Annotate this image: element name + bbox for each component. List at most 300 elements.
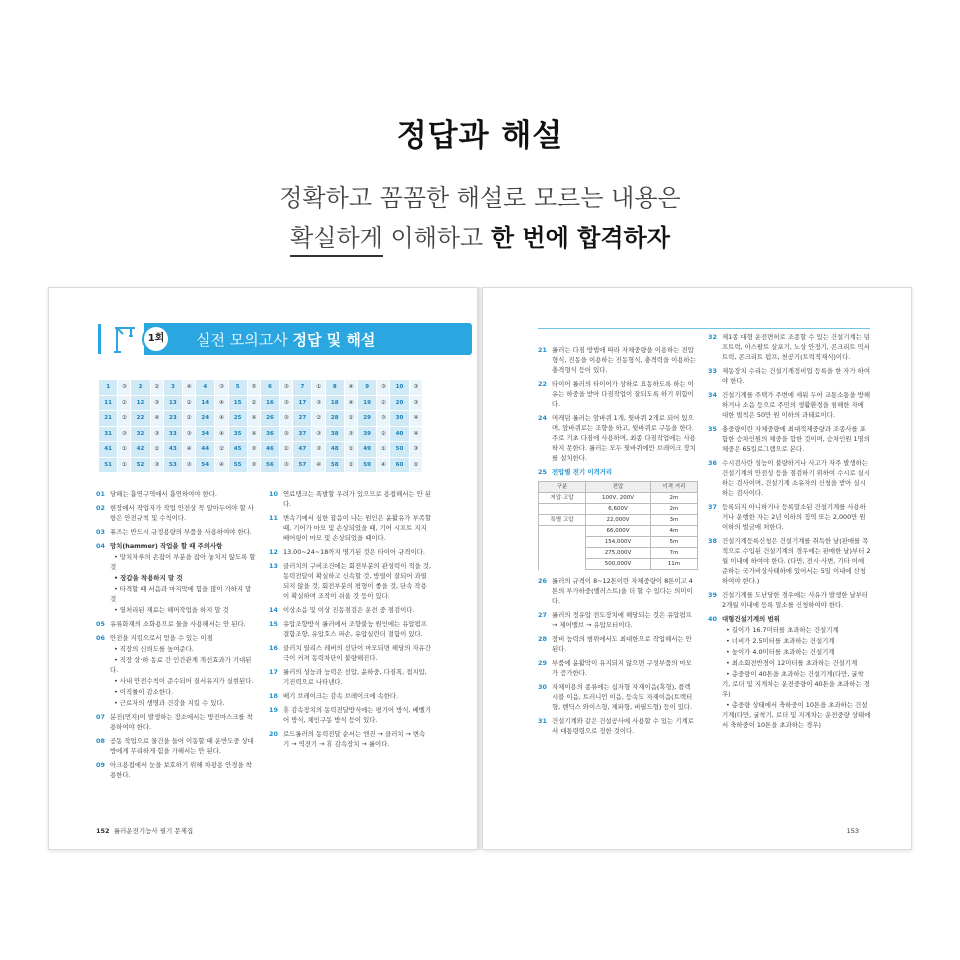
question-number: 4 bbox=[196, 380, 215, 396]
item-text: 제동장치 수리는 건설기계정비업 등록을 한 자가 하여야 한다. bbox=[722, 367, 871, 385]
answer-grid-row bbox=[99, 426, 423, 442]
table-row bbox=[539, 559, 698, 570]
answer-choice: ④ bbox=[215, 426, 228, 442]
answer-choice: ② bbox=[215, 442, 228, 458]
left-page bbox=[48, 287, 478, 850]
answer-explanation-item bbox=[708, 669, 871, 699]
question-number: 6 bbox=[260, 380, 279, 396]
table-cell: 5m bbox=[650, 537, 697, 548]
question-number: 53 bbox=[163, 457, 182, 473]
item-number: 18 bbox=[269, 692, 278, 700]
question-number: 60 bbox=[390, 457, 409, 473]
answer-explanation-item bbox=[269, 605, 431, 615]
table-cell: 7m bbox=[650, 548, 697, 559]
item-text: • 타격할 때 서음과 마지막에 힘을 많이 가하지 말 것 bbox=[110, 585, 252, 603]
answer-choice: ③ bbox=[312, 426, 325, 442]
item-text: • 사내 안전수칙이 준수되어 질서유지가 실현된다. bbox=[114, 677, 254, 685]
table-cell: 저압·고압 bbox=[539, 493, 586, 504]
question-number: 20 bbox=[390, 395, 409, 411]
answer-choice: ④ bbox=[215, 457, 228, 473]
section-banner bbox=[144, 323, 472, 355]
answer-grid bbox=[98, 379, 423, 473]
answer-choice: ② bbox=[377, 426, 390, 442]
answer-explanation-item bbox=[96, 527, 256, 537]
item-text: 변속기에서 심한 잡음이 나는 원인은 윤활유가 부족할 때, 기어가 마모 및 손상되었을 때, 기어 시프트 지지 베어링이 마모 및 손상되었을 때이다. bbox=[283, 514, 432, 542]
question-number: 48 bbox=[325, 442, 344, 458]
question-number: 17 bbox=[293, 395, 312, 411]
item-text: • 총중량 상태에서 축하중이 10톤을 초과하는 건설기계(다만, 굴착기, 로더 및 지게차는 운전중량 상태에서 축하중이 10톤을 초과하는 경우) bbox=[722, 701, 871, 729]
item-text: 롤러의 정유압 전도장치에 해당되는 것은 유압펌프 → 제어밸브 → 유압모터이다. bbox=[552, 611, 692, 629]
question-number: 21 bbox=[99, 411, 118, 427]
item-number: 08 bbox=[96, 737, 105, 745]
banner-title-light: 실전 모의고사 bbox=[196, 331, 293, 349]
answer-choice: ② bbox=[118, 395, 131, 411]
running-title: 롤러운전기능사 필기 문제집 bbox=[113, 827, 194, 835]
table-cell: 154,000V bbox=[586, 537, 651, 548]
page-footer bbox=[96, 826, 193, 835]
answer-choice: ④ bbox=[182, 442, 195, 458]
answer-choice: ② bbox=[344, 457, 357, 473]
item-number: 31 bbox=[538, 717, 547, 725]
question-number: 8 bbox=[325, 380, 344, 396]
table-cell: 3m bbox=[650, 515, 697, 526]
answer-explanation-item bbox=[96, 760, 256, 780]
item-number: 16 bbox=[269, 644, 278, 652]
question-number: 44 bbox=[196, 442, 215, 458]
answer-explanation-item bbox=[708, 458, 871, 498]
item-text: • 너비가 2.5미터를 초과하는 건설기계 bbox=[726, 637, 835, 645]
answer-explanation-item bbox=[269, 691, 431, 701]
answer-explanation-item bbox=[269, 561, 431, 601]
left-column-2 bbox=[269, 489, 431, 753]
hero-subtitle-line2 bbox=[0, 218, 960, 253]
question-number: 1 bbox=[99, 380, 118, 396]
item-text: • 이직률이 감소한다. bbox=[114, 688, 174, 696]
item-number: 17 bbox=[269, 668, 278, 676]
banner-accent-bar bbox=[98, 324, 101, 354]
item-number: 01 bbox=[96, 490, 105, 498]
answer-choice: ③ bbox=[150, 395, 163, 411]
item-text: • 직장 상·하 동료 간 인간관계 개선효과가 기대된다. bbox=[110, 656, 252, 674]
item-text: • 열처리된 재료는 해머작업을 하지 말 것 bbox=[114, 606, 229, 614]
banner-title-bold: 정답 및 해설 bbox=[292, 331, 376, 349]
item-number: 33 bbox=[708, 367, 717, 375]
answer-explanation-item bbox=[538, 610, 696, 630]
answer-explanation-item bbox=[96, 605, 256, 615]
item-text: 클러치의 구비조건에는 회전부분의 관성력이 적을 것, 동력전달이 확실하고 신속할 것, 방열이 잘되어 과열되지 않을 것, 회전부분의 평형이 좋을 것, 단속 작용이 확실하며 조작이 쉬울 것 등이 있다. bbox=[283, 562, 432, 600]
item-text: 등록되지 아니하거나 등록말소된 건설기계를 사용하거나 운행한 자는 2년 이하의 징역 또는 2,000만 원 이하의 벌금에 처한다. bbox=[722, 503, 866, 531]
question-number: 24 bbox=[196, 411, 215, 427]
hero-underlined-text: 확실하게 bbox=[290, 224, 383, 257]
answer-explanation-item bbox=[708, 658, 871, 668]
answer-explanation-item bbox=[269, 705, 431, 725]
table-row bbox=[539, 548, 698, 559]
question-number: 11 bbox=[99, 395, 118, 411]
answer-choice: ② bbox=[377, 395, 390, 411]
answer-choice: ② bbox=[182, 411, 195, 427]
round-badge: 1회 bbox=[142, 325, 170, 353]
question-number: 59 bbox=[358, 457, 377, 473]
answer-explanation-item bbox=[96, 644, 256, 654]
item-text: 클러치 릴리스 레버의 선단이 마모되면 해당의 자유간극이 커져 동력차단이 불량해진다. bbox=[283, 644, 432, 662]
answer-choice: ② bbox=[312, 411, 325, 427]
question-number: 38 bbox=[325, 426, 344, 442]
item-text: 퓨즈는 반드시 규정용량의 부품을 사용하여야 한다. bbox=[110, 528, 252, 536]
crane-icon bbox=[113, 324, 137, 354]
answer-choice: ③ bbox=[182, 426, 195, 442]
item-number: 02 bbox=[96, 504, 105, 512]
answer-explanation-item bbox=[269, 643, 431, 663]
answer-explanation-item bbox=[708, 390, 871, 420]
answer-choice: ① bbox=[118, 457, 131, 473]
answer-choice: ④ bbox=[377, 457, 390, 473]
answer-choice: ④ bbox=[215, 395, 228, 411]
item-text: • 망치자루의 손잡이 부분을 잡아 놓치지 않도록 할 것 bbox=[110, 553, 256, 571]
answer-choice: ③ bbox=[280, 411, 293, 427]
answer-explanation-item bbox=[538, 682, 696, 712]
answer-choice: ③ bbox=[118, 380, 131, 396]
answer-choice: ③ bbox=[280, 426, 293, 442]
question-number: 15 bbox=[228, 395, 247, 411]
answer-choice: ③ bbox=[409, 442, 422, 458]
item-text: 전압별 전기 이격거리 bbox=[552, 468, 613, 476]
answer-choice: ③ bbox=[280, 457, 293, 473]
answer-choice: ① bbox=[118, 442, 131, 458]
item-number: 19 bbox=[269, 706, 278, 714]
question-number: 49 bbox=[358, 442, 377, 458]
question-number: 7 bbox=[293, 380, 312, 396]
answer-explanation-item bbox=[96, 573, 256, 583]
item-text: • 높이가 4.0미터를 초과하는 건설기계 bbox=[726, 648, 835, 656]
answer-explanation-item bbox=[708, 590, 871, 610]
answer-explanation-item bbox=[269, 547, 431, 557]
item-text: • 길이가 16.7미터를 초과하는 건설기계 bbox=[726, 626, 839, 634]
question-number: 31 bbox=[99, 426, 118, 442]
table-row bbox=[539, 537, 698, 548]
item-text: 망치(hammer) 작업을 할 때 주의사항 bbox=[110, 542, 223, 550]
item-text: 충중량이란 자체중량에 최대적재중량과 조종사를 포함한 승차인원의 체중을 합한 것이며, 승차인원 1명의 체중은 65킬로그램으로 본다. bbox=[722, 425, 870, 453]
question-number: 18 bbox=[325, 395, 344, 411]
answer-choice: ① bbox=[312, 380, 325, 396]
item-text: 유류화재의 소화용으로 물을 사용해서는 안 된다. bbox=[110, 620, 246, 628]
item-number: 34 bbox=[708, 391, 717, 399]
answer-explanation-item bbox=[96, 633, 256, 643]
item-text: • 직장의 신뢰도를 높여준다. bbox=[114, 645, 194, 653]
hero-title: 정답과 해설 bbox=[396, 118, 564, 154]
hero-mid-text: 이해하고 bbox=[382, 224, 491, 252]
answer-choice: ④ bbox=[344, 395, 357, 411]
item-number: 35 bbox=[708, 425, 717, 433]
item-number: 21 bbox=[538, 346, 547, 354]
item-number: 15 bbox=[269, 620, 278, 628]
item-number: 06 bbox=[96, 634, 105, 642]
answer-choice: ③ bbox=[150, 457, 163, 473]
question-number: 45 bbox=[228, 442, 247, 458]
question-number: 29 bbox=[358, 411, 377, 427]
item-number: 39 bbox=[708, 591, 717, 599]
question-number: 2 bbox=[131, 380, 150, 396]
question-number: 23 bbox=[163, 411, 182, 427]
answer-explanation-item bbox=[708, 424, 871, 454]
item-text: 휴 감속장치의 동력전달방식에는 평기어 방식, 베벨기어 방식, 체인구동 방식 등이 있다. bbox=[283, 706, 432, 724]
item-number: 25 bbox=[538, 468, 547, 476]
item-text: 자체이용의 종류에는 십자형 자재이음(혹형), 플렉시블 이음, 트러니언 이음, 등속도 자재이음(트랙터형, 벤딕스 와이스형, 제파형, 버필드형) 등이 있다. bbox=[552, 683, 693, 711]
answer-explanation-item bbox=[538, 576, 696, 606]
answer-explanation-item bbox=[708, 636, 871, 646]
answer-choice: ③ bbox=[409, 380, 422, 396]
answer-explanation-item bbox=[538, 379, 696, 409]
table-cell: 특별 고압 bbox=[539, 515, 586, 526]
question-number: 36 bbox=[260, 426, 279, 442]
answer-explanation-item bbox=[708, 502, 871, 532]
answer-choice: ② bbox=[280, 442, 293, 458]
top-rule bbox=[538, 328, 870, 329]
table-cell bbox=[539, 548, 586, 559]
item-number: 12 bbox=[269, 548, 278, 556]
answer-explanation-item bbox=[708, 536, 871, 586]
right-page bbox=[482, 287, 912, 850]
answer-choice: ④ bbox=[409, 411, 422, 427]
question-number: 41 bbox=[99, 442, 118, 458]
question-number: 56 bbox=[260, 457, 279, 473]
left-column-1 bbox=[96, 489, 256, 784]
item-text: 제1종 대형 운전면허로 조종할 수 있는 건설기계는 덤프트럭, 아스팔트 살포기, 노상 안정기, 콘크리트 믹서트럭, 콘크리트 펌프, 천공기(트럭적재식)이다. bbox=[722, 333, 870, 361]
question-number: 54 bbox=[196, 457, 215, 473]
question-number: 27 bbox=[293, 411, 312, 427]
item-number: 20 bbox=[269, 730, 278, 738]
answer-explanation-item bbox=[96, 736, 256, 756]
item-text: 아크용접에서 눈을 보호하기 위해 차광용 안경을 착용한다. bbox=[110, 761, 252, 779]
table-cell: 4m bbox=[650, 526, 697, 537]
question-number: 16 bbox=[260, 395, 279, 411]
answer-choice: ② bbox=[118, 411, 131, 427]
answer-explanation-item bbox=[538, 413, 696, 463]
right-column-1 bbox=[538, 345, 696, 740]
answer-grid-row bbox=[99, 395, 423, 411]
item-number: 30 bbox=[538, 683, 547, 691]
answer-choice: ④ bbox=[312, 457, 325, 473]
hero-bold-text: 한 번에 합격하자 bbox=[490, 224, 670, 252]
table-cell: 2m bbox=[650, 493, 697, 504]
answer-choice: ④ bbox=[409, 426, 422, 442]
answer-choice: ① bbox=[409, 457, 422, 473]
answer-explanation-item bbox=[708, 625, 871, 635]
answer-explanation-item bbox=[96, 712, 256, 732]
item-text: 건설기계를 도난당한 경우에는 사유가 발생한 날부터 2개월 이내에 등록 말소를 신청하여야 한다. bbox=[722, 591, 868, 609]
answer-choice: ② bbox=[344, 411, 357, 427]
table-header-cell: 구분 bbox=[539, 482, 586, 493]
item-text: 13.00~24~18까지 명기된 것은 타이어 규격이다. bbox=[283, 548, 425, 556]
item-number: 22 bbox=[538, 380, 547, 388]
answer-choice: ② bbox=[247, 395, 260, 411]
answer-choice: ④ bbox=[182, 380, 195, 396]
answer-choice: ③ bbox=[377, 411, 390, 427]
answer-choice: ① bbox=[344, 442, 357, 458]
banner-title bbox=[196, 329, 375, 350]
table-cell: 275,000V bbox=[586, 548, 651, 559]
item-text: • 장갑을 착용하지 말 것 bbox=[114, 574, 183, 582]
answer-explanation-item bbox=[538, 467, 696, 477]
item-text: 수시검사란 성능이 불량하거나 사고가 자주 발생하는 건설기계의 안전성 등을 점검하기 위하여 수시로 실시하는 검사이며, 건설기계 소유자의 신청을 받아 실시하는 검사이다. bbox=[722, 459, 871, 497]
item-text: 롤러의 규격이 8~12톤이란 자체중량이 8톤이고 4톤의 부가하중(밸러스트)을 더 할 수 있다는 의미이다. bbox=[552, 577, 693, 605]
table-header-cell: 전압 bbox=[586, 482, 651, 493]
item-text: 현장에서 작업자가 작업 안전상 꼭 알아두어야 할 사항은 안전규칙 및 수칙이다. bbox=[110, 504, 254, 522]
item-number: 14 bbox=[269, 606, 278, 614]
table-cell: 2m bbox=[650, 504, 697, 515]
answer-choice: ③ bbox=[247, 457, 260, 473]
answer-choice: ⑤ bbox=[247, 380, 260, 396]
answer-explanation-item bbox=[96, 698, 256, 708]
item-text: 장비 능력의 범위에서도 최대한으로 작업해서는 안 된다. bbox=[552, 635, 692, 653]
answer-choice: ③ bbox=[118, 426, 131, 442]
item-number: 07 bbox=[96, 713, 105, 721]
answer-explanation-item bbox=[96, 619, 256, 629]
item-text: 로드롤러의 동력전달 순서는 엔진 → 클러치 → 변속기 → 역전기 → 휴 감속장치 → 롤이다. bbox=[283, 730, 426, 748]
item-text: • 최소회전반경이 12미터를 초과하는 건설기계 bbox=[726, 659, 858, 667]
question-number: 50 bbox=[390, 442, 409, 458]
item-number: 37 bbox=[708, 503, 717, 511]
question-number: 43 bbox=[163, 442, 182, 458]
table-cell: 66,000V bbox=[586, 526, 651, 537]
table-cell bbox=[539, 504, 586, 515]
question-number: 26 bbox=[260, 411, 279, 427]
answer-choice: ④ bbox=[344, 380, 357, 396]
table-row bbox=[539, 526, 698, 537]
answer-grid-row bbox=[99, 411, 423, 427]
answer-choice: ④ bbox=[150, 411, 163, 427]
answer-choice: ② bbox=[182, 395, 195, 411]
item-text: 롤러는 다짐 방법에 따라 자체중량을 이용하는 전압형식, 진동을 이용하는 진동형식, 충격력을 이용하는 충격형식 등이 있다. bbox=[552, 346, 696, 374]
answer-explanation-item bbox=[96, 503, 256, 523]
answer-choice: ③ bbox=[344, 426, 357, 442]
item-text: 건설기계등록신청은 건설기계를 취득한 날(판매를 목적으로 수입된 건설기계의 경우에는 판매한 날)부터 2월 이내에 하여야 한다. (다만, 전시·사변, 기타 이에 준하는 국가비상사태하에 있어서는 5일 이내에 신청하여야 한다.) bbox=[722, 537, 871, 585]
item-text: 분진(먼지)이 발생하는 장소에서는 방진마스크를 착용하여야 한다. bbox=[110, 713, 253, 731]
table-cell: 11m bbox=[650, 559, 697, 570]
answer-choice: ③ bbox=[312, 442, 325, 458]
table-row bbox=[539, 515, 698, 526]
answer-choice: ③ bbox=[409, 395, 422, 411]
question-number: 14 bbox=[196, 395, 215, 411]
answer-explanation-item bbox=[708, 366, 871, 386]
question-number: 37 bbox=[293, 426, 312, 442]
item-number: 26 bbox=[538, 577, 547, 585]
question-number: 32 bbox=[131, 426, 150, 442]
table-cell: 500,000V bbox=[586, 559, 651, 570]
answer-choice: ③ bbox=[215, 380, 228, 396]
item-text: 당해는 흡연구역에서 흡연하여야 한다. bbox=[110, 490, 217, 498]
item-text: • 총중량이 40톤을 초과하는 건설기계(다만, 굴착기, 로더 및 지게차는 운전중량이 40톤을 초과하는 경우) bbox=[722, 670, 870, 698]
answer-explanation-item bbox=[708, 700, 871, 730]
item-number: 32 bbox=[708, 333, 717, 341]
question-number: 57 bbox=[293, 457, 312, 473]
item-number: 13 bbox=[269, 562, 278, 570]
answer-explanation-item bbox=[538, 716, 696, 736]
answer-grid-row bbox=[99, 457, 423, 473]
question-number: 28 bbox=[325, 411, 344, 427]
item-number: 27 bbox=[538, 611, 547, 619]
question-number: 34 bbox=[196, 426, 215, 442]
answer-choice: ④ bbox=[215, 411, 228, 427]
item-text: 타이어 롤러의 타이어가 상하로 요동하도록 하는 이유는 하중을 받아 다짐작업이 잘되도록 하기 위함이다. bbox=[552, 380, 694, 408]
item-number: 10 bbox=[269, 490, 278, 498]
item-number: 03 bbox=[96, 528, 105, 536]
question-number: 25 bbox=[228, 411, 247, 427]
answer-explanation-item bbox=[269, 489, 431, 509]
answer-explanation-item bbox=[269, 513, 431, 543]
answer-choice: ④ bbox=[247, 411, 260, 427]
item-number: 24 bbox=[538, 414, 547, 422]
answer-explanation-item bbox=[269, 729, 431, 749]
answer-choice: ③ bbox=[280, 395, 293, 411]
answer-explanation-item bbox=[269, 667, 431, 687]
answer-explanation-item bbox=[96, 584, 256, 604]
clearance-table bbox=[538, 481, 698, 570]
question-number: 9 bbox=[358, 380, 377, 396]
question-number: 5 bbox=[228, 380, 247, 396]
table-cell bbox=[539, 537, 586, 548]
answer-choice: ① bbox=[150, 442, 163, 458]
question-number: 42 bbox=[131, 442, 150, 458]
item-text: 부품에 윤활막이 유지되지 않으면 구성부품의 마모가 증가한다. bbox=[552, 659, 692, 677]
question-number: 52 bbox=[131, 457, 150, 473]
answer-choice: ① bbox=[377, 442, 390, 458]
answer-choice: ③ bbox=[182, 457, 195, 473]
item-text: • 근로자의 생명과 건강을 지킬 수 있다. bbox=[114, 699, 225, 707]
item-number: 28 bbox=[538, 635, 547, 643]
table-header-cell: 이격 거리 bbox=[650, 482, 697, 493]
answer-choice: ③ bbox=[312, 395, 325, 411]
question-number: 12 bbox=[131, 395, 150, 411]
table-cell: 100V, 200V bbox=[586, 493, 651, 504]
item-text: 배기 브레이크는 감속 브레이크에 속한다. bbox=[283, 692, 399, 700]
table-cell bbox=[539, 526, 586, 537]
question-number: 55 bbox=[228, 457, 247, 473]
item-text: 대형건설기계의 범위 bbox=[722, 615, 780, 623]
item-number: 09 bbox=[96, 761, 105, 769]
answer-explanation-item bbox=[269, 619, 431, 639]
question-number: 35 bbox=[228, 426, 247, 442]
page-number-right: 153 bbox=[846, 827, 859, 835]
question-number: 3 bbox=[163, 380, 182, 396]
answer-choice: ③ bbox=[247, 442, 260, 458]
answer-explanation-item bbox=[538, 658, 696, 678]
question-number: 13 bbox=[163, 395, 182, 411]
right-column-2 bbox=[708, 332, 871, 734]
question-number: 10 bbox=[390, 380, 409, 396]
answer-choice: ③ bbox=[150, 426, 163, 442]
table-row bbox=[539, 493, 698, 504]
question-number: 58 bbox=[325, 457, 344, 473]
hero-subtitle-line1: 정확하고 꼼꼼한 해설로 모르는 내용은 bbox=[279, 184, 681, 212]
table-cell bbox=[539, 559, 586, 570]
answer-explanation-item bbox=[708, 614, 871, 624]
answer-explanation-item bbox=[96, 489, 256, 499]
item-text: 건설기계를 주택가 주변에 세워 두어 교통소통을 방해하거나 소음 등으로 주민의 생활환경을 침해한 자에 대한 벌칙은 50만 원 이하의 과태료이다. bbox=[722, 391, 871, 419]
answer-choice: ③ bbox=[280, 380, 293, 396]
answer-explanation-item bbox=[538, 634, 696, 654]
item-number: 04 bbox=[96, 542, 105, 550]
answer-explanation-item bbox=[708, 332, 871, 362]
answer-explanation-item bbox=[96, 676, 256, 686]
answer-choice: ② bbox=[150, 380, 163, 396]
item-text: 유압조향방식 롤러에서 조향불능 원인에는 유압펌프 결함조향, 유압호스 파손, 유압실린더 결함이 있다. bbox=[283, 620, 427, 638]
answer-grid-row bbox=[99, 380, 423, 396]
answer-explanation-item bbox=[96, 655, 256, 675]
table-row bbox=[539, 504, 698, 515]
item-text: 이상소음 및 이상 진동점검은 운전 중 점검이다. bbox=[283, 606, 415, 614]
question-number: 33 bbox=[163, 426, 182, 442]
question-number: 40 bbox=[390, 426, 409, 442]
